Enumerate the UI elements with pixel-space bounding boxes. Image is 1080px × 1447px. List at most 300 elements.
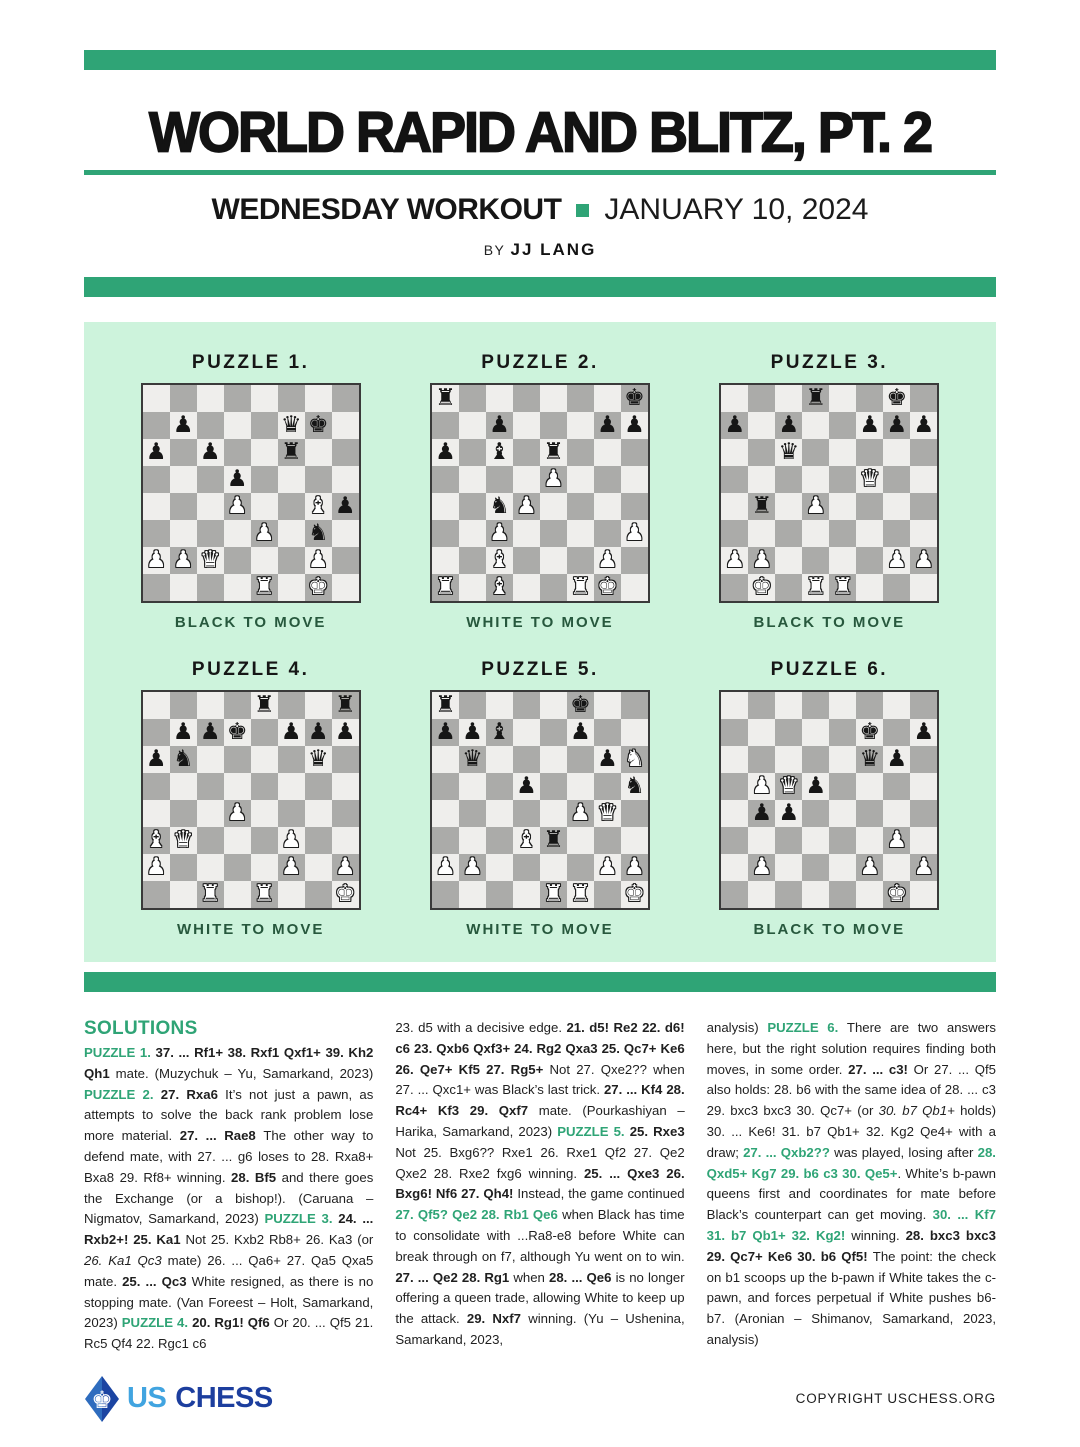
board-square [278,493,305,520]
white-pawn-icon: ♟ [280,854,302,880]
board-square [432,439,459,466]
board-square [721,692,748,719]
board-square [486,881,513,908]
board-square [305,574,332,601]
board-square [910,520,937,547]
board-square [305,881,332,908]
board-square [594,520,621,547]
board-square [224,439,251,466]
solution-run: Or 27. ... Qf5 also holds: 28. b6 with the same idea of 28. ... c3 29. bxc3 bxc3 30. Qc7+ (or [706,1061,996,1119]
board-square [829,547,856,574]
white-rook-icon: ♜ [805,574,827,600]
board-square [748,827,775,854]
solution-run: PUZZLE 6. [767,1020,847,1035]
board-square [567,439,594,466]
board-square [197,773,224,800]
board-square [856,719,883,746]
black-pawn-icon: ♟ [199,439,221,465]
black-pawn-icon: ♟ [805,773,827,799]
white-pawn-icon: ♟ [913,547,935,573]
board-square [224,746,251,773]
board-square [802,746,829,773]
board-square [829,692,856,719]
white-pawn-icon: ♟ [624,520,645,546]
black-knight-icon: ♞ [172,746,194,772]
board-square [197,466,224,493]
board-square [883,412,910,439]
white-rook-icon: ♜ [832,574,854,600]
board-square [567,385,594,412]
board-square [856,827,883,854]
white-rook-icon: ♜ [199,881,221,907]
board-square [170,520,197,547]
board-square [513,827,540,854]
black-king-icon: ♚ [307,412,329,438]
board-square [856,520,883,547]
board-square [459,854,486,881]
board-square [170,547,197,574]
solution-run: 27. Qf5? Qe2 28. Rb1 Qe6 [395,1207,563,1223]
black-pawn-icon: ♟ [145,439,167,465]
black-pawn-icon: ♟ [334,493,356,519]
board-square [540,574,567,601]
black-pawn-icon: ♟ [597,746,618,772]
board-square [748,412,775,439]
solution-run: mate. (Muzychuk – Yu, Samarkand, 2023) [115,1065,374,1081]
board-square [170,800,197,827]
board-square [721,412,748,439]
board-square [910,574,937,601]
solution-run: PUZZLE 5. [557,1123,630,1139]
board-square [513,854,540,881]
black-pawn-icon: ♟ [435,719,456,745]
board-square [540,493,567,520]
board-square [432,493,459,520]
chess-board-1 [141,383,361,603]
solution-run: There are two answers here, but the right solution requires finding both moves, in some order. [706,1020,996,1077]
board-square [305,412,332,439]
board-square [332,854,359,881]
board-square [486,800,513,827]
board-square [829,493,856,520]
board-square [197,412,224,439]
board-square [802,439,829,466]
solution-run: Not 25. Kxb2 Rb8+ 26. Ka3 (or [185,1232,374,1248]
board-square [224,466,251,493]
board-square [829,800,856,827]
board-square [883,466,910,493]
board-square [432,719,459,746]
white-bishop-icon: ♝ [516,827,537,853]
board-square [802,412,829,439]
board-square [594,746,621,773]
solution-run: winning. (Yu – Ushenina, Samarkand, 2023, [395,1311,685,1347]
black-queen-icon: ♛ [462,746,483,772]
board-square [224,412,251,439]
board-square [567,412,594,439]
board-square [621,827,648,854]
board-square [883,773,910,800]
board-square [278,574,305,601]
white-pawn-icon: ♟ [751,773,773,799]
board-square [775,746,802,773]
solution-run: 27. ... Qxb2?? [743,1144,835,1160]
black-rook-icon: ♜ [334,692,356,718]
board-square [721,746,748,773]
board-square [486,412,513,439]
board-square [802,547,829,574]
white-rook-icon: ♜ [570,881,591,907]
solution-run: PUZZLE 1. [84,1045,156,1060]
board-square [170,881,197,908]
board-square [305,439,332,466]
board-square [143,547,170,574]
board-square [170,692,197,719]
white-pawn-icon: ♟ [253,520,275,546]
white-king-icon: ♚ [307,574,329,600]
board-square [856,773,883,800]
board-square [802,466,829,493]
board-square [332,412,359,439]
board-square [567,773,594,800]
board-square [143,827,170,854]
solution-run: Not 27. Qxe2?? when 27. ... Qxc1+ was Black’s last trick. [395,1061,685,1098]
board-square [432,746,459,773]
board-square [748,547,775,574]
board-square [513,466,540,493]
board-square [513,412,540,439]
board-square [305,746,332,773]
white-pawn-icon: ♟ [570,800,591,826]
board-square [197,574,224,601]
board-square [775,692,802,719]
board-square [721,719,748,746]
header-divider-bar [84,277,996,297]
solution-run: 27. ... c3! [848,1061,914,1077]
board-square [143,800,170,827]
board-square [332,881,359,908]
white-pawn-icon: ♟ [226,493,248,519]
title-rule [84,170,996,175]
board-square [278,412,305,439]
black-pawn-icon: ♟ [751,800,773,826]
board-square [486,439,513,466]
board-square [197,800,224,827]
solution-run: when Black has time to consolidate with ...Ra8-e8 before White can break through on f7, although Yu went on to win. [395,1207,685,1264]
black-pawn-icon: ♟ [226,466,248,492]
white-pawn-icon: ♟ [724,547,746,573]
board-square [540,746,567,773]
board-square [748,881,775,908]
board-square [251,746,278,773]
solution-run: 25. ... Qxe3 26. Bxg6! Nf6 27. Qh4! [395,1165,685,1202]
black-pawn-icon: ♟ [489,412,510,438]
board-square [567,800,594,827]
solution-run: analysis) [706,1020,768,1035]
board-square [170,412,197,439]
board-square [486,466,513,493]
board-square [305,827,332,854]
white-queen-icon: ♛ [778,773,800,799]
puzzles-divider-bar [84,972,996,992]
board-square [748,493,775,520]
board-square [621,746,648,773]
board-square [332,547,359,574]
white-pawn-icon: ♟ [751,854,773,880]
board-square [802,854,829,881]
board-square [540,520,567,547]
solutions-text-3 [707,1020,996,1347]
puzzle-3-title: PUZZLE 3. [770,352,889,373]
board-square [170,439,197,466]
puzzle-5-title: PUZZLE 5. [481,659,599,680]
solutions-heading: SOLUTIONS [84,1018,198,1039]
puzzle-1-caption: BLACK TO MOVE [174,614,327,631]
white-pawn-icon: ♟ [435,854,456,880]
black-king-icon: ♚ [886,385,908,411]
board-square [856,385,883,412]
white-knight-icon: ♞ [624,746,645,772]
logo-chess-text: CHESS [175,1382,273,1415]
board-square [170,827,197,854]
board-square [721,773,748,800]
board-square [910,385,937,412]
white-pawn-icon: ♟ [886,547,908,573]
black-pawn-icon: ♟ [859,412,881,438]
board-square [459,881,486,908]
solution-run: Instead, the game continued [517,1186,685,1202]
board-square [432,692,459,719]
board-square [432,574,459,601]
white-pawn-icon: ♟ [805,493,827,519]
board-square [197,547,224,574]
white-pawn-icon: ♟ [462,854,483,880]
board-square [621,692,648,719]
puzzle-6-caption: BLACK TO MOVE [753,921,906,938]
board-square [170,719,197,746]
board-square [251,412,278,439]
board-square [513,881,540,908]
white-pawn-icon: ♟ [624,854,645,880]
black-pawn-icon: ♟ [280,719,302,745]
solution-run: 27. ... Qe2 28. Rg1 [395,1269,514,1285]
white-queen-icon: ♛ [199,547,221,573]
black-rook-icon: ♜ [280,439,302,465]
board-square [883,385,910,412]
board-square [332,385,359,412]
logo-us-text: US [127,1382,167,1415]
board-square [910,547,937,574]
board-square [486,773,513,800]
board-square [486,493,513,520]
board-square [432,827,459,854]
board-square [197,385,224,412]
board-square [621,854,648,881]
page [0,50,1080,1447]
board-square [883,719,910,746]
board-square [775,493,802,520]
board-square [278,692,305,719]
board-square [143,412,170,439]
chess-board-5 [430,690,650,910]
board-square [278,854,305,881]
board-square [513,520,540,547]
board-square [170,773,197,800]
board-square [197,692,224,719]
board-square [459,385,486,412]
board-square [143,385,170,412]
solution-run: 20. Rg1! Qf6 [192,1315,274,1331]
board-square [143,746,170,773]
solution-run: Not 25. Bxg6?? Rxe1 26. Rxe1 Qf2 27. Qe2 Qxe2 28. Rxe2 fxg6 winning. [395,1144,685,1181]
black-pawn-icon: ♟ [145,746,167,772]
white-rook-icon: ♜ [253,881,275,907]
puzzle-6 [719,659,939,938]
board-square [567,493,594,520]
board-square [170,385,197,412]
black-knight-icon: ♞ [307,520,329,546]
board-square [567,719,594,746]
board-square [513,547,540,574]
board-square [883,746,910,773]
page-title: WORLD RAPID AND BLITZ, PT. 2 [149,101,931,165]
board-square [459,574,486,601]
subtitle-date: JANUARY 10, 2024 [604,193,869,226]
board-square [829,827,856,854]
board-square [278,773,305,800]
board-square [802,493,829,520]
black-rook-icon: ♜ [543,439,564,465]
solution-run: PUZZLE 3. [264,1211,339,1227]
board-square [486,854,513,881]
black-pawn-icon: ♟ [624,412,645,438]
board-square [197,854,224,881]
board-square [278,466,305,493]
uschess-king-diamond-icon [84,1375,120,1423]
puzzle-6-title: PUZZLE 6. [770,659,889,680]
white-bishop-icon: ♝ [489,574,510,600]
white-pawn-icon: ♟ [280,827,302,853]
solution-run: The point: the check on b1 scoops up the b-pawn if White takes the c-pawn, and forces perpetual if White pushes b6-b7. (Aronian – Shimanov, Samarkand, 2023, analysis) [706,1248,996,1347]
solution-run: 23. d5 with a decisive edge. [395,1020,567,1035]
board-square [594,574,621,601]
board-square [775,854,802,881]
black-pawn-icon: ♟ [778,800,800,826]
solution-run: 24. ... Rxb2+! 25. Ka1 [84,1211,374,1248]
board-square [305,773,332,800]
board-square [621,574,648,601]
board-square [170,493,197,520]
board-square [775,547,802,574]
board-square [143,493,170,520]
white-queen-icon: ♛ [859,466,881,492]
board-square [278,439,305,466]
board-square [594,719,621,746]
board-square [775,827,802,854]
board-square [486,520,513,547]
board-square [332,746,359,773]
board-square [621,439,648,466]
board-square [567,692,594,719]
board-square [197,719,224,746]
board-square [829,746,856,773]
board-square [594,692,621,719]
board-square [540,439,567,466]
black-rook-icon: ♜ [435,385,456,411]
board-square [748,773,775,800]
black-pawn-icon: ♟ [199,719,221,745]
board-square [432,520,459,547]
board-square [278,881,305,908]
white-king-icon: ♚ [334,881,356,907]
board-square [197,520,224,547]
board-square [910,493,937,520]
board-square [775,520,802,547]
board-square [856,493,883,520]
black-pawn-icon: ♟ [516,773,537,799]
black-king-icon: ♚ [570,692,591,718]
board-square [910,746,937,773]
board-square [856,881,883,908]
board-square [802,800,829,827]
board-square [332,493,359,520]
board-square [856,800,883,827]
board-square [594,439,621,466]
byline-prefix: BY [483,242,511,258]
board-square [540,827,567,854]
board-square [567,466,594,493]
board-square [802,827,829,854]
board-square [883,800,910,827]
solution-run: 29. Nxf7 [466,1311,529,1327]
board-square [721,574,748,601]
green-square-icon [576,204,589,217]
white-king-icon: ♚ [751,574,773,600]
board-square [829,854,856,881]
board-square [910,827,937,854]
solutions-section [84,1018,996,1355]
board-square [251,881,278,908]
board-square [332,520,359,547]
board-square [513,574,540,601]
board-square [910,854,937,881]
board-square [224,881,251,908]
white-rook-icon: ♜ [435,574,456,600]
board-square [621,719,648,746]
board-square [775,385,802,412]
byline-author: JJ LANG [510,240,597,259]
board-square [775,412,802,439]
board-square [748,746,775,773]
solution-run: 27. ... Kf4 28. Rc4+ Kf3 29. Qxf7 [395,1082,685,1119]
board-square [251,547,278,574]
board-square [775,800,802,827]
board-square [251,719,278,746]
board-square [486,385,513,412]
board-square [143,773,170,800]
board-square [567,746,594,773]
board-square [621,881,648,908]
board-square [305,385,332,412]
black-pawn-icon: ♟ [778,412,800,438]
board-square [910,881,937,908]
board-square [459,412,486,439]
board-square [748,574,775,601]
board-square [802,773,829,800]
board-square [748,854,775,881]
black-pawn-icon: ♟ [334,719,356,745]
board-square [513,439,540,466]
